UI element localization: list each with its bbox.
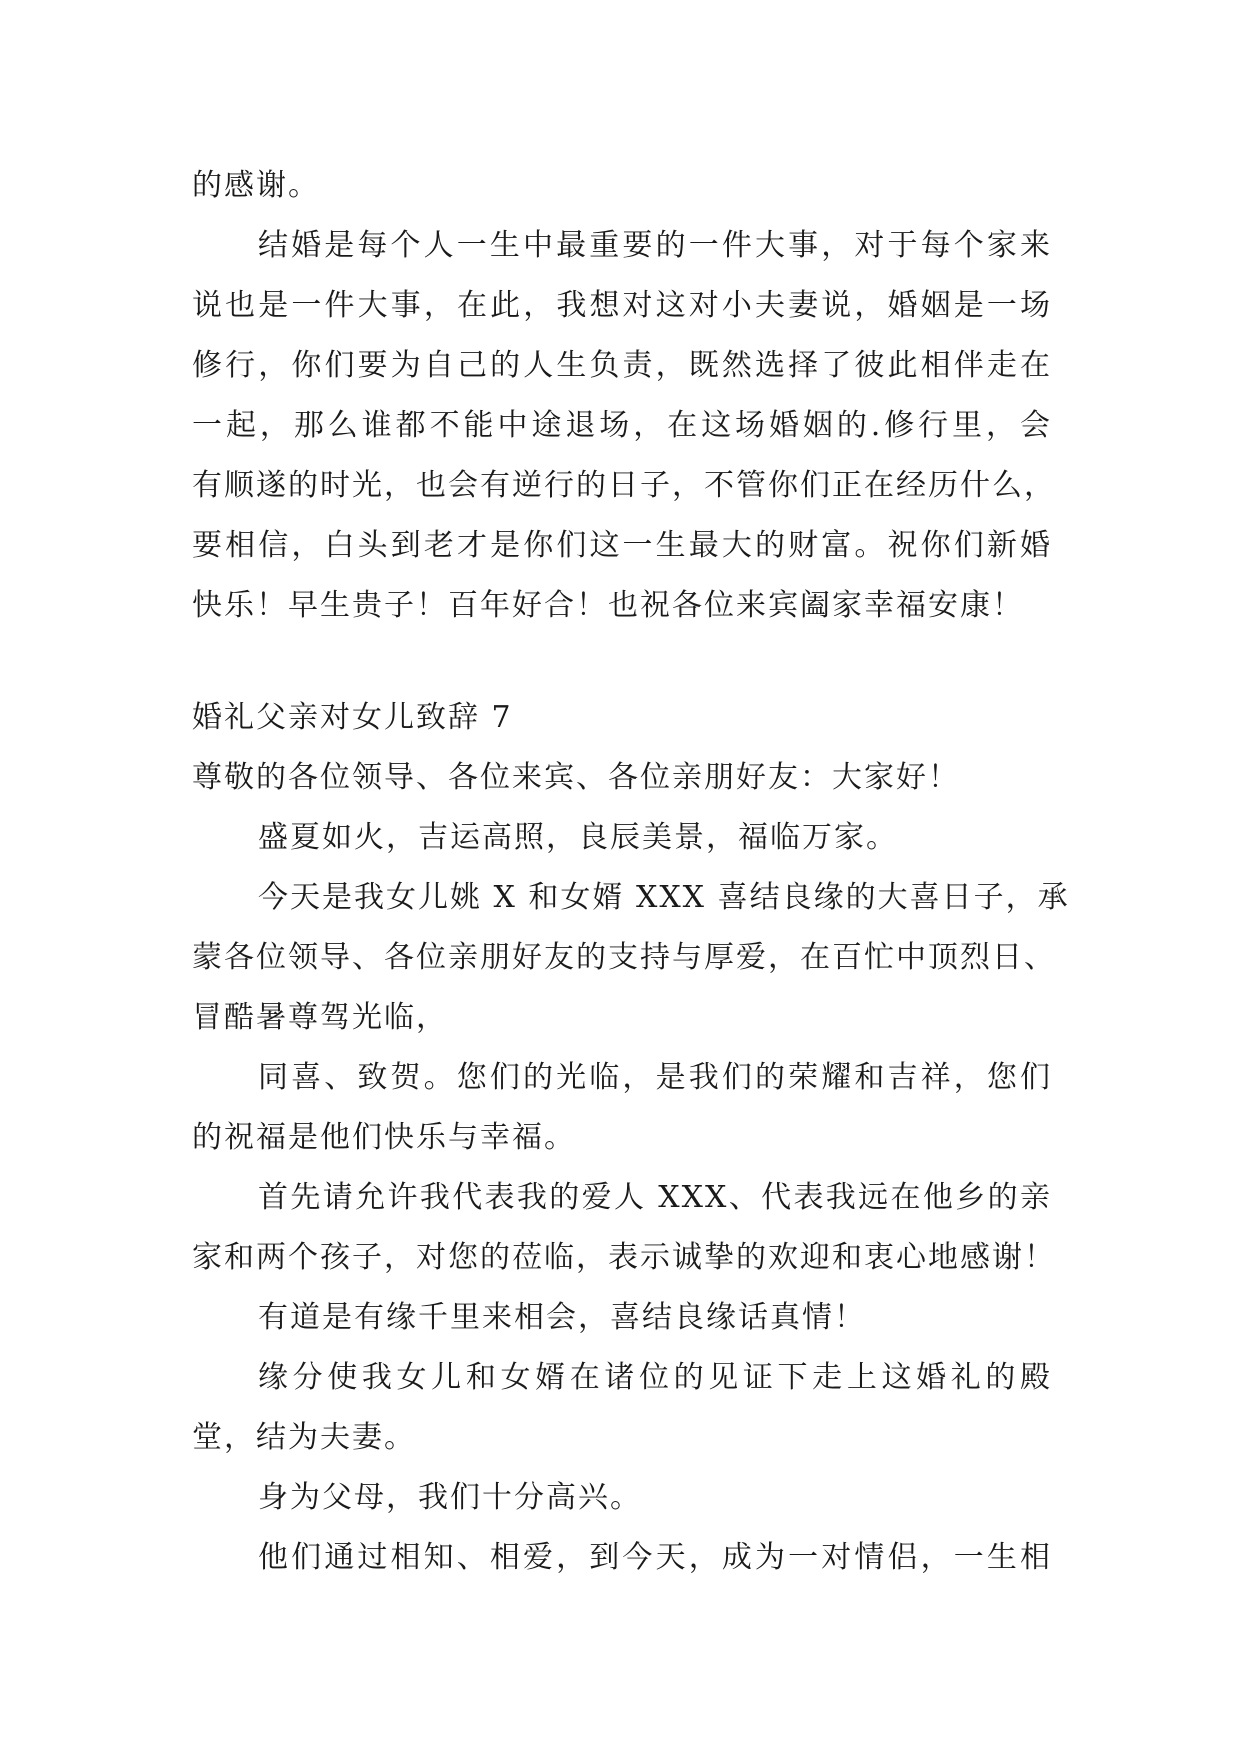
- text-line: 结婚是每个人一生中最重要的一件大事，对于每个家来: [258, 228, 1052, 263]
- text-line: 有顺遂的时光，也会有逆行的日子，不管你们正在经历什么，: [192, 468, 1056, 503]
- text-line: 蒙各位领导、各位亲朋好友的支持与厚爱，在百忙中顶烈日、: [192, 940, 1056, 975]
- text-line: 冒酷暑尊驾光临，: [192, 1000, 448, 1035]
- text-line: 快乐！早生贵子！百年好合！也祝各位来宾阖家幸福安康！: [192, 588, 1024, 623]
- text-line: 缘分使我女儿和女婿在诸位的见证下走上这婚礼的殿: [258, 1360, 1052, 1395]
- text-line: 家和两个孩子，对您的莅临，表示诚挚的欢迎和衷心地感谢！: [192, 1240, 1056, 1275]
- text-line: 盛夏如火，吉运高照，良辰美景，福临万家。: [258, 820, 898, 855]
- text-line: 尊敬的各位领导、各位来宾、各位亲朋好友：大家好！: [192, 760, 960, 795]
- text-line: 有道是有缘千里来相会，喜结良缘话真情！: [258, 1300, 866, 1335]
- text-line: 同喜、致贺。您们的光临，是我们的荣耀和吉祥，您们: [258, 1060, 1052, 1095]
- section-heading: 婚礼父亲对女儿致辞 7: [192, 700, 513, 735]
- text-line: 说也是一件大事，在此，我想对这对小夫妻说，婚姻是一场: [192, 288, 1052, 323]
- text-line: 他们通过相知、相爱，到今天，成为一对情侣，一生相: [258, 1540, 1052, 1575]
- text-line: 身为父母，我们十分高兴。: [258, 1480, 642, 1515]
- text-line: 堂，结为夫妻。: [192, 1420, 416, 1455]
- text-line: 首先请允许我代表我的爱人 XXX、代表我远在他乡的亲: [258, 1180, 1052, 1215]
- text-line: 的感谢。: [192, 168, 320, 203]
- text-line: 要相信，白头到老才是你们这一生最大的财富。祝你们新婚: [192, 528, 1052, 563]
- text-line: 今天是我女儿姚 X 和女婿 XXX 喜结良缘的大喜日子，承: [258, 880, 1070, 915]
- text-line: 修行，你们要为自己的人生负责，既然选择了彼此相伴走在: [192, 348, 1052, 383]
- text-line: 一起，那么谁都不能中途退场，在这场婚姻的.修行里，会: [192, 408, 1052, 443]
- text-line: 的祝福是他们快乐与幸福。: [192, 1120, 576, 1155]
